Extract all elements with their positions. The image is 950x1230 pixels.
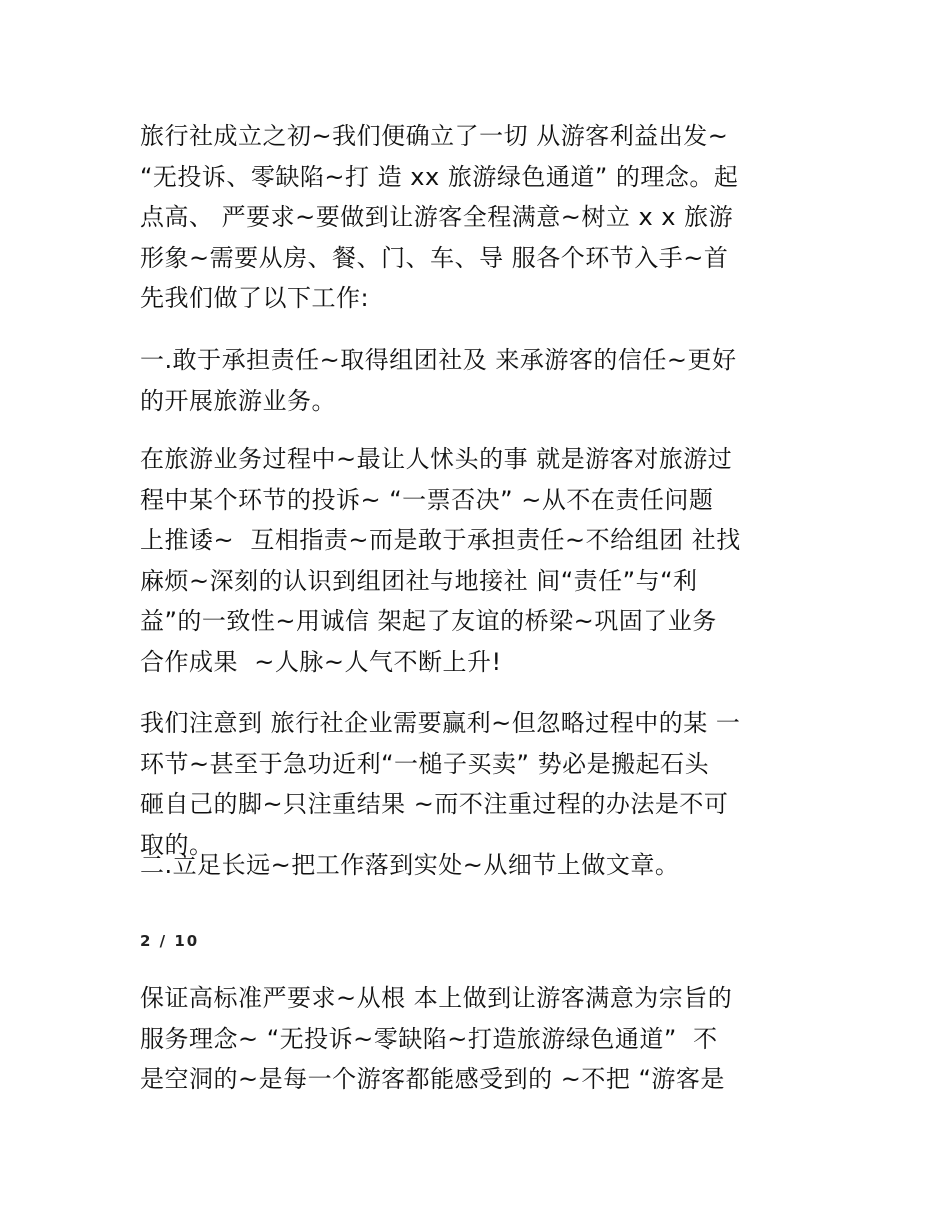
page-number: 2 / 10: [140, 932, 200, 950]
heading-long-term-details: 二.立足长远~把工作落到实处~从细节上做文章。: [140, 851, 680, 879]
heading-take-responsibility: 一.敢于承担责任~取得组团社及 来承游客的信任~更好 的开展旅游业务。: [140, 346, 737, 415]
paragraph-complaint-handling: 在旅游业务过程中~最让人怵头的事 就是游客对旅游过 程中某个环节的投诉~ “一票否决” ~从不在责任问题 上推诿~ 互相指责~而是敢于承担责任~不给组团 社找 麻烦~深刻的认识到组团社与地接社 间“责任”与“利 益”的一致性~用诚信 架起了友谊的桥梁~巩固了业务 合作成果 ~人脉~人气不断上升!: [140, 445, 741, 676]
paragraph-service-standard: 保证高标准严要求~从根 本上做到让游客满意为宗旨的 服务理念~ “无投诉~零缺陷~打造旅游绿色通道” 不 是空洞的~是每一个游客都能感受到的 ~不把 “游客是: [140, 984, 733, 1093]
paragraph-founding-philosophy: 旅行社成立之初~我们便确立了一切 从游客利益出发~ “无投诉、零缺陷~打 造 xx 旅游绿色通道” 的理念。起 点高、 严要求~要做到让游客全程满意~树立 x x 旅游 形象~需要从房、餐、门、车、导 服各个环节入手~首 先我们做了以下工作:: [140, 122, 739, 312]
paragraph-profit-process: 我们注意到 旅行社企业需要赢利~但忽略过程中的某 一 环节~甚至于急功近利“一槌子买卖” 势必是搬起石头 砸自己的脚~只注重结果 ~而不注重过程的办法是不可 取的。: [140, 709, 741, 859]
